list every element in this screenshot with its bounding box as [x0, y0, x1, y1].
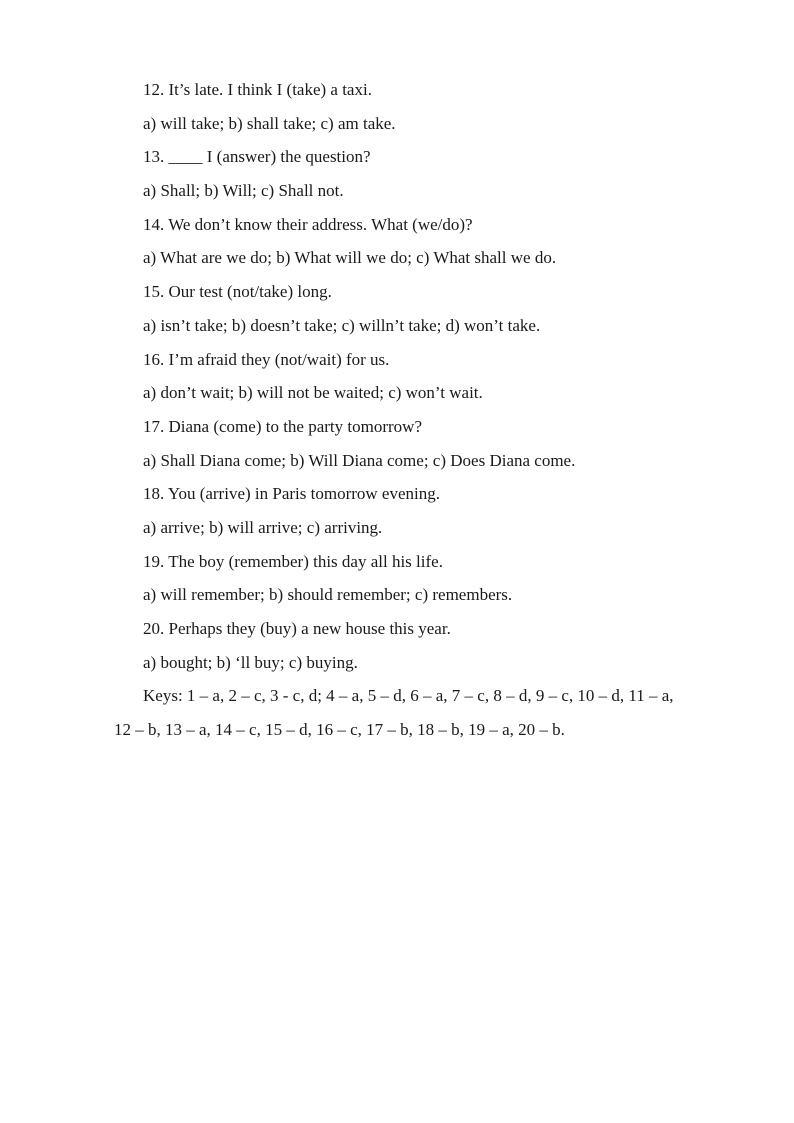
- question-19: 19. The boy (remember) this day all his life.: [143, 551, 443, 571]
- question-17: 17. Diana (come) to the party tomorrow?: [143, 416, 422, 436]
- exercise-content: [114, 73, 744, 747]
- options-12: a) will take; b) shall take; c) am take.: [143, 113, 396, 133]
- question-16: 16. I’m afraid they (not/wait) for us.: [143, 349, 390, 369]
- options-17: a) Shall Diana come; b) Will Diana come; c) Does Diana come.: [143, 450, 576, 470]
- question-12: 12. It’s late. I think I (take) a taxi.: [143, 80, 372, 99]
- answer-keys-line2: 12 – b, 13 – a, 14 – c, 15 – d, 16 – c, 17 – b, 18 – b, 19 – a, 20 – b.: [114, 720, 565, 740]
- question-18: 18. You (arrive) in Paris tomorrow evening.: [143, 484, 440, 504]
- answer-keys-line1: Keys: 1 – a, 2 – c, 3 - c, d; 4 – a, 5 – d, 6 – a, 7 – c, 8 – d, 9 – c, 10 – d, 11 – a,: [143, 686, 674, 706]
- question-13: 13. ____ I (answer) the question?: [143, 147, 371, 167]
- question-20: 20. Perhaps they (buy) a new house this year.: [143, 619, 451, 638]
- options-18: a) arrive; b) will arrive; c) arriving.: [143, 517, 383, 537]
- options-19: a) will remember; b) should remember; c) remembers.: [143, 585, 513, 605]
- options-16: a) don’t wait; b) will not be waited; c) won’t wait.: [143, 383, 483, 403]
- question-14: 14. We don’t know their address. What (we/do)?: [143, 214, 473, 234]
- question-15: 15. Our test (not/take) long.: [143, 282, 332, 302]
- options-13: a) Shall; b) Will; c) Shall not.: [143, 181, 344, 201]
- options-15: a) isn’t take; b) doesn’t take; c) willn’t take; d) won’t take.: [143, 315, 541, 335]
- options-14: a) What are we do; b) What will we do; c) What shall we do.: [143, 248, 557, 268]
- options-20: a) bought; b) ‘ll buy; c) buying.: [143, 652, 358, 672]
